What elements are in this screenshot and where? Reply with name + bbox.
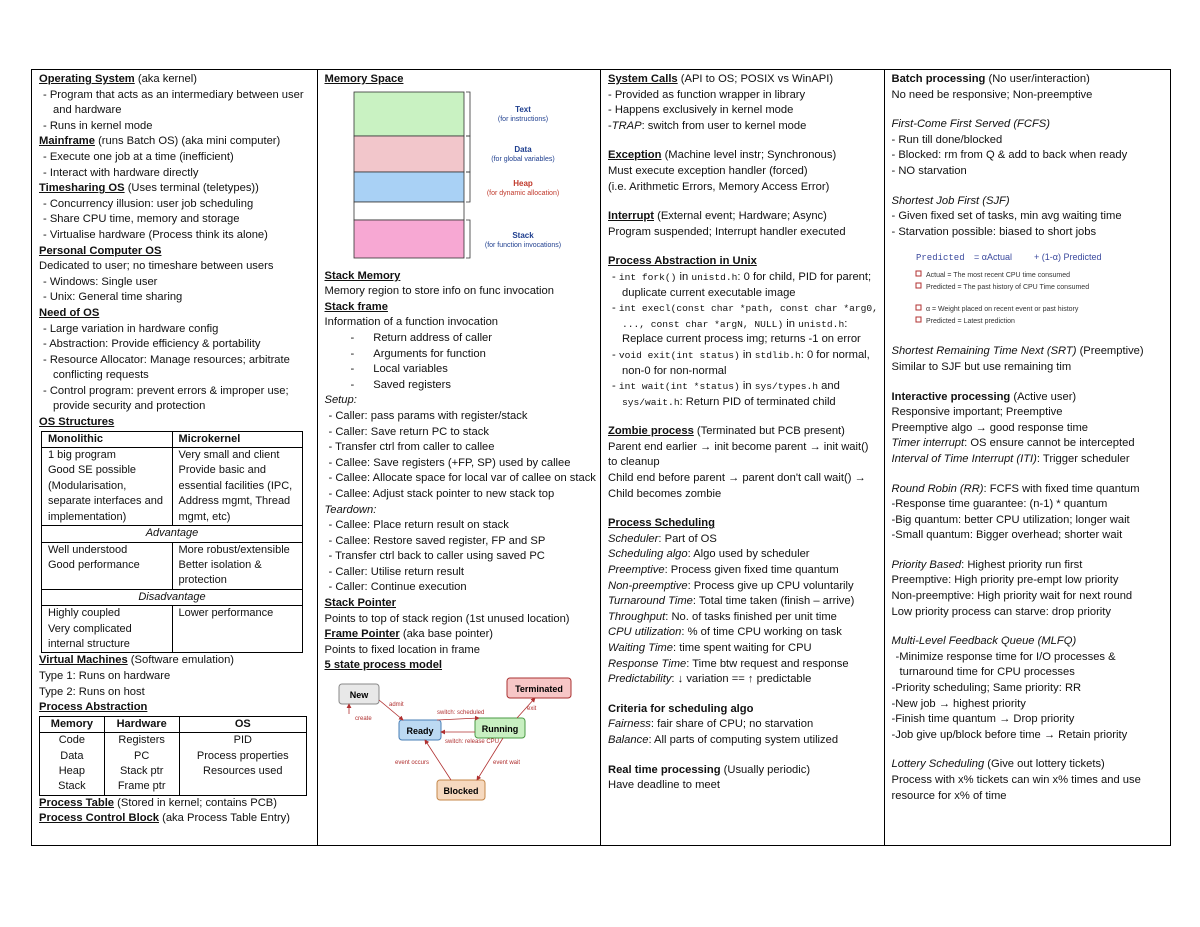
interactive-heading: Interactive processing (Active user) <box>891 390 1077 403</box>
stack-frame-heading: Stack frame <box>324 300 388 313</box>
unix-heading: Process Abstraction in Unix <box>608 255 757 268</box>
column-4 <box>885 70 1171 845</box>
frame-pointer-heading: Frame Pointer (aka base pointer) <box>324 628 494 641</box>
text-line: Points to top of stack region (1st unused location) <box>324 612 570 625</box>
text-line: Preemptive algo → good response time <box>891 421 1089 434</box>
table-cell: Registers <box>104 733 179 749</box>
table-cell <box>179 779 306 795</box>
table-cell: 1 big program Good SE possible (Modularisation, separate interfaces and implementation) <box>42 448 173 526</box>
syscall-heading: System Calls (API to OS; POSIX vs WinAPI) <box>608 73 834 85</box>
text-line: Program suspended; Interrupt handler executed <box>608 225 846 238</box>
list-item: - Run till done/blocked <box>891 133 1003 146</box>
def-line: Predictability: ↓ variation == ↑ predictable <box>608 673 812 686</box>
bullet-icon <box>916 317 921 322</box>
table-cell: Lower performance <box>172 606 303 653</box>
process-table-heading: Process Table (Stored in kernel; contains PCB) <box>39 796 277 809</box>
bullet-icon <box>916 271 921 276</box>
execl-item: - int execl(const char *path, const char *arg0, ..., const char *argN, NULL) in unistd.h: Replace current process img; returns -1 on error <box>612 302 878 346</box>
def-line: Preemptive: Process given fixed time quantum <box>608 564 839 577</box>
exit-item: - void exit(int status) in stdlib.h: 0 for normal, non-0 for non-normal <box>612 348 870 377</box>
list-item: -TRAP: switch from user to kernel mode <box>608 119 807 132</box>
formula-bullet: Predicted = Latest prediction <box>925 318 1015 326</box>
lottery-heading: Lottery Scheduling (Give out lottery tickets) <box>891 758 1105 771</box>
table-header: Monolithic <box>42 431 173 447</box>
list-item: - Saved registers <box>350 378 451 391</box>
text-region-sub: (for instructions) <box>497 115 548 123</box>
stack-region-label: Stack <box>511 230 534 240</box>
list-item: - Local variables <box>350 363 448 376</box>
table-cell: Process properties <box>179 749 306 764</box>
list-item: - Given fixed set of tasks, min avg waiting time <box>891 210 1122 223</box>
bullet-icon <box>916 283 921 288</box>
mlfq-heading: Multi-Level Feedback Queue (MLFQ) <box>891 635 1077 648</box>
list-item: -Big quantum: better CPU utilization; longer wait <box>891 513 1130 526</box>
list-item: - Control program: prevent errors & improper use; provide security and protection <box>43 384 289 413</box>
exception-heading: Exception (Machine level instr; Synchronous) <box>608 149 837 162</box>
list-item: - Transfer ctrl back to caller using saved PC <box>328 550 545 563</box>
list-item: -Finish time quantum → Drop priority <box>891 713 1075 726</box>
need-heading: Need of OS <box>39 306 100 319</box>
formula-predicted: Predicted <box>915 253 965 264</box>
table-header: Memory <box>40 716 105 732</box>
free-region <box>354 202 464 220</box>
stack-region-sub: (for function invocations) <box>484 241 561 249</box>
text-line: Type 2: Runs on host <box>39 685 145 698</box>
formula-bullet: Actual = The most recent CPU time consumed <box>925 272 1070 280</box>
def-line: Fairness: fair share of CPU; no starvation <box>608 718 814 731</box>
list-item: - Callee: Allocate space for local var of callee on stack <box>328 472 596 485</box>
list-item: - Caller: Continue execution <box>328 581 467 594</box>
os-heading: Operating System (aka kernel) <box>39 73 197 85</box>
label-switch-scheduled: switch: scheduled <box>436 710 484 717</box>
list-item: - Starvation possible: biased to short jobs <box>891 225 1097 238</box>
stack-region <box>354 220 464 258</box>
wait-item: - int wait(int *status) in sys/types.h and sys/wait.h: Return PID of terminated child <box>612 380 840 408</box>
list-item: -Small quantum: Bigger overhead; shorter wait <box>891 529 1123 542</box>
list-item: - Caller: Save return PC to stack <box>328 425 489 438</box>
list-item: -Job give up/block before time → Retain priority <box>891 728 1128 741</box>
advantage-label: Advantage <box>42 526 303 542</box>
data-region-label: Data <box>513 144 532 154</box>
list-item: - Arguments for function <box>350 347 486 360</box>
list-item: -Priority scheduling; Same priority: RR <box>891 682 1082 695</box>
table-cell: Well understood Good performance <box>42 542 173 589</box>
list-item: - NO starvation <box>891 164 967 177</box>
def-line: Interval of Time Interrupt (ITI): Trigger scheduler <box>891 452 1130 465</box>
state-ready-label: Ready <box>405 726 434 737</box>
scheduling-heading: Process Scheduling <box>608 517 715 530</box>
state-running-label: Running <box>481 724 518 735</box>
text-line: Memory region to store info on func invocation <box>324 285 554 298</box>
criteria-heading: Criteria for scheduling algo <box>608 702 754 715</box>
list-item: - Happens exclusively in kernel mode <box>608 104 794 117</box>
column-3 <box>601 70 885 845</box>
text-line: Points to fixed location in frame <box>324 643 480 656</box>
formula-rest: + (1-α) Predicted <box>1033 252 1101 263</box>
transition-scheduled <box>437 718 479 720</box>
heap-region <box>354 172 464 202</box>
bullet-icon <box>916 305 921 310</box>
label-admit: admit <box>388 702 404 709</box>
memory-space-diagram <box>333 90 578 266</box>
setup-label: Setup: <box>324 394 357 407</box>
table-header: OS <box>179 716 306 732</box>
text-line: Responsive important; Preemptive <box>891 406 1063 419</box>
def-line: Non-preemptive: Process give up CPU voluntarily <box>608 579 854 592</box>
table-cell: Very small and client Provide basic and essential facilities (IPC, Address mgmt, Thread mgmt, etc) <box>172 448 303 526</box>
formula-actual: = αActual <box>973 252 1012 263</box>
def-line: Scheduler: Part of OS <box>608 532 717 545</box>
text-line: Have deadline to meet <box>608 779 720 792</box>
pc-heading: Personal Computer OS <box>39 244 162 257</box>
sjf-heading: Shortest Job First (SJF) <box>891 194 1010 207</box>
text-line: No need be responsive; Non-preemptive <box>891 88 1093 101</box>
label-switch-release: switch: release CPU <box>444 739 499 746</box>
def-line: Turnaround Time: Total time taken (finish – arrive) <box>608 595 855 608</box>
vm-heading: Virtual Machines (Software emulation) <box>39 654 235 667</box>
stack-pointer-heading: Stack Pointer <box>324 597 397 610</box>
table-header: Microkernel <box>172 431 303 447</box>
table-cell: Resources used <box>179 764 306 779</box>
label-event-occurs: event occurs <box>394 760 429 767</box>
state-new-label: New <box>349 690 368 701</box>
table-cell: More robust/extensible Better isolation & protection <box>172 542 303 589</box>
text-line: Preemptive: High priority pre-empt low priority <box>891 574 1119 587</box>
text-line: Low priority process can starve: drop priority <box>891 605 1111 618</box>
list-item: - Large variation in hardware config <box>43 322 219 335</box>
text-line: Similar to SJF but use remaining tim <box>891 360 1072 373</box>
fcfs-heading: First-Come First Served (FCFS) <box>891 118 1050 131</box>
table-cell: Code <box>40 733 105 749</box>
column-2 <box>318 70 602 845</box>
five-state-heading: 5 state process model <box>324 659 443 672</box>
def-line: Balance: All parts of computing system utilized <box>608 733 839 746</box>
data-region-sub: (for global variables) <box>490 155 555 163</box>
list-item: - Runs in kernel mode <box>43 119 153 132</box>
interrupt-heading: Interrupt (External event; Hardware; Async) <box>608 210 827 223</box>
text-line: (i.e. Arithmetic Errors, Memory Access Error) <box>608 180 830 193</box>
table-cell: Frame ptr <box>104 779 179 795</box>
bracket <box>466 136 470 172</box>
os-structures-table <box>41 431 303 654</box>
text-line: Information of a function invocation <box>324 316 499 329</box>
teardown-label: Teardown: <box>324 503 377 516</box>
mainframe-heading: Mainframe (runs Batch OS) (aka mini computer) <box>39 135 281 148</box>
text-line: Process with x% tickets can win x% times and use resource for x% of time <box>891 774 1141 802</box>
bracket <box>466 172 470 202</box>
def-line: Response Time: Time btw request and response <box>608 657 849 670</box>
def-line: Timer interrupt: OS ensure cannot be intercepted <box>891 437 1135 450</box>
list-item: -New job → highest priority <box>891 697 1026 710</box>
timesharing-heading: Timesharing OS (Uses terminal (teletypes)) <box>39 182 259 195</box>
table-cell: PC <box>104 749 179 764</box>
text-line: Must execute exception handler (forced) <box>608 164 808 177</box>
stack-memory-heading: Stack Memory <box>324 269 401 282</box>
list-item: -Minimize response time for I/O processes & turnaround time for CPU processes <box>895 650 1116 679</box>
list-item: - Provided as function wrapper in library <box>608 88 806 101</box>
sjf-formula-image <box>902 248 1152 336</box>
realtime-heading: Real time processing (Usually periodic) <box>608 763 811 776</box>
priority-heading: Priority Based: Highest priority run first <box>891 558 1083 571</box>
batch-heading: Batch processing (No user/interaction) <box>891 73 1090 85</box>
formula-bullet: Predicted = The past history of CPU Time consumed <box>925 284 1089 292</box>
list-item: - Interact with hardware directly <box>43 166 199 179</box>
state-blocked-label: Blocked <box>442 786 479 797</box>
table-cell: Highly coupled Very complicated internal structure <box>42 606 173 653</box>
def-line: CPU utilization: % of time CPU working on task <box>608 626 842 639</box>
def-line: Scheduling algo: Algo used by scheduler <box>608 548 810 561</box>
list-item: - Program that acts as an intermediary between user and hardware <box>43 88 304 117</box>
bracket <box>466 92 470 136</box>
list-item: - Share CPU time, memory and storage <box>43 213 240 226</box>
bracket <box>466 220 470 258</box>
heap-region-label: Heap <box>512 178 533 188</box>
table-cell: PID <box>179 733 306 749</box>
list-item: - Return address of caller <box>350 331 493 344</box>
text-line: Type 1: Runs on hardware <box>39 669 171 682</box>
list-item: - Virtualise hardware (Process think its alone) <box>43 228 268 241</box>
def-line: Waiting Time: time spent waiting for CPU <box>608 642 812 654</box>
pcb-heading: Process Control Block (aka Process Table Entry) <box>39 812 290 825</box>
label-create: create <box>354 716 372 723</box>
list-item: - Abstraction: Provide efficiency & portability <box>43 338 261 351</box>
srt-heading: Shortest Remaining Time Next (SRT) (Preemptive) <box>891 345 1144 358</box>
process-abstraction-heading: Process Abstraction <box>39 701 148 714</box>
text-line: Dedicated to user; no timeshare between users <box>39 260 274 273</box>
heap-region-sub: (for dynamic allocation) <box>486 189 559 197</box>
text-region <box>354 92 464 136</box>
column-1 <box>32 70 318 845</box>
list-item: - Windows: Single user <box>43 275 158 288</box>
label-event-wait: event wait <box>492 760 520 767</box>
table-cell: Data <box>40 749 105 764</box>
table-header: Hardware <box>104 716 179 732</box>
formula-bullet: α = Weight placed on recent event or past history <box>925 306 1078 314</box>
list-item: - Resource Allocator: Manage resources; arbitrate conflicting requests <box>43 353 290 382</box>
def-line: Throughput: No. of tasks finished per unit time <box>608 610 837 623</box>
list-item: - Concurrency illusion: user job scheduling <box>43 197 254 210</box>
text-line: Parent end earlier → init become parent → init wait() to cleanup <box>608 440 869 469</box>
label-exit: exit <box>526 706 536 713</box>
table-cell: Heap <box>40 764 105 779</box>
process-abstraction-table <box>39 716 307 796</box>
list-item: - Caller: pass params with register/stack <box>328 409 528 422</box>
text-region-label: Text <box>514 104 531 114</box>
list-item: -Response time guarantee: (n-1) * quantum <box>891 498 1108 511</box>
structures-heading: OS Structures <box>39 416 115 429</box>
data-region <box>354 136 464 172</box>
table-cell: Stack ptr <box>104 764 179 779</box>
list-item: - Blocked: rm from Q & add to back when ready <box>891 149 1128 162</box>
cheatsheet <box>31 69 1171 846</box>
memory-space-heading: Memory Space <box>324 73 404 85</box>
list-item: - Unix: General time sharing <box>43 291 183 304</box>
list-item: - Execute one job at a time (inefficient) <box>43 150 234 163</box>
list-item: - Callee: Adjust stack pointer to new stack top <box>328 487 555 500</box>
rr-heading: Round Robin (RR): FCFS with fixed time quantum <box>891 482 1140 495</box>
state-terminated-label: Terminated <box>514 684 563 695</box>
list-item: - Transfer ctrl from caller to callee <box>328 441 495 454</box>
text-line: Child end before parent → parent don't call wait() → Child becomes zombie <box>608 472 866 500</box>
list-item: - Callee: Save registers (+FP, SP) used by callee <box>328 456 571 469</box>
list-item: - Caller: Utilise return result <box>328 565 465 578</box>
list-item: - Callee: Restore saved register, FP and SP <box>328 534 546 547</box>
process-state-diagram <box>327 676 589 810</box>
list-item: - Callee: Place return result on stack <box>328 519 509 532</box>
text-line: Non-preemptive: High priority wait for next round <box>891 590 1133 603</box>
zombie-heading: Zombie process (Terminated but PCB present) <box>608 425 845 438</box>
fork-item: - int fork() in unistd.h: 0 for child, PID for parent; duplicate current executable image <box>612 270 872 299</box>
table-cell: Stack <box>40 779 105 795</box>
disadvantage-label: Disadvantage <box>42 589 303 605</box>
